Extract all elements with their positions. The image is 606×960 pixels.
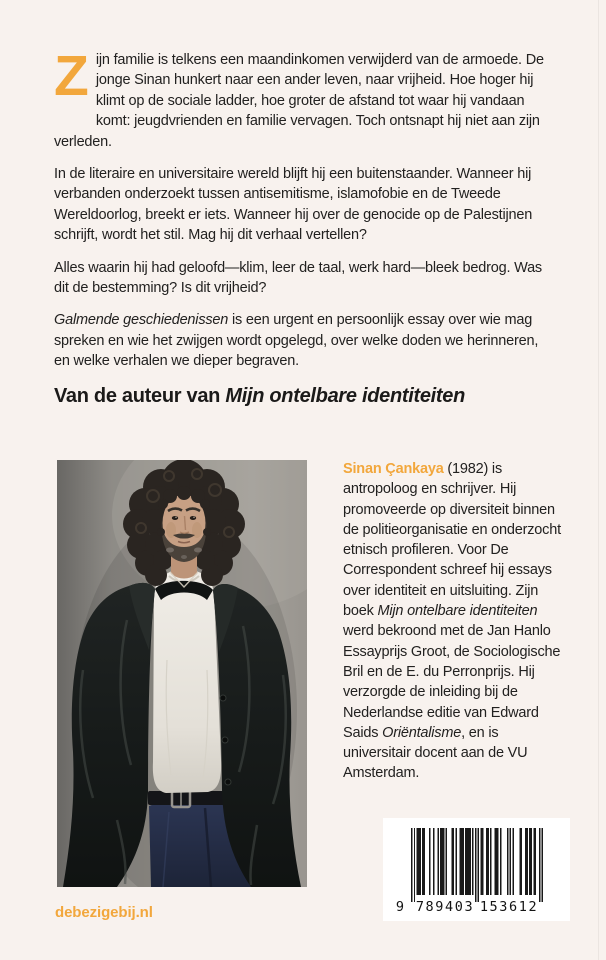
dropcap-letter: Z (54, 44, 89, 108)
isbn-digit-group-2: 153612 (479, 899, 539, 915)
paragraph-3: Alles waarin hij had geloofd—klim, leer de taal, werk hard—bleek bedrog. Was dit de bestemming? Is dit vrijheid? (54, 259, 542, 297)
photo-tshirt (153, 570, 221, 793)
isbn-barcode (383, 818, 570, 921)
author-portrait-photo (57, 460, 307, 887)
isbn-barcode-svg (383, 818, 570, 921)
author-tagline (54, 384, 546, 408)
paragraph-2: In de literaire en universitaire wereld blijft hij een buitenstaander. Wanneer hij verbanden onderzoekt tussen antisemitisme, islamofobie en de Tweede Wereldoorlog, breekt er iets. Wanneer hij over de genocide op de Palestijnen schrijft, wordt het stil. Mag hij dit verhaal vertellen? (54, 166, 533, 244)
bio-text-2: werd bekroond met de Jan Hanlo Essayprijs Groot, de Sociologische Bril en de E. du Perronprijs. Hij verzorgde de inleiding bij de Nederlandse editie van Edward Saids (343, 623, 561, 741)
paragraph-4-text: is een urgent en persoonlijk essay over wie mag spreken en wie het zwijgen wordt opgelegd, over welke doden we herinneren, en welke verhalen we dieper begraven. (54, 312, 539, 370)
tagline-book-title: Mijn ontelbare identiteiten (225, 384, 466, 407)
bio-text-3: , en is universitair docent aan de VU Amsterdam. (343, 724, 528, 782)
photo-face (162, 495, 207, 563)
paragraph-4 (54, 310, 546, 371)
bio-text-1: (1982) is antropoloog en schrijver. Hij promoveerde op diversiteit binnen de politieorganisatie en onderzocht etnisch profileren. Voor De Correspondent schreef hij essays over identiteit en uitsluiting. Zijn boek (343, 461, 561, 620)
cover-edge-shadow (598, 0, 599, 960)
tagline-prefix: Van de auteur van (54, 384, 226, 407)
isbn-digit-prefix: 9 (395, 899, 405, 915)
author-bio (343, 459, 569, 784)
bio-book-title: Mijn ontelbare identiteiten (377, 603, 538, 620)
author-name: Sinan Çankaya (343, 461, 444, 477)
paragraph-1 (54, 44, 546, 152)
synopsis (54, 44, 546, 408)
publisher-website-link: debezigebij.nl (55, 904, 153, 921)
isbn-number (396, 899, 538, 915)
book-title-galmende: Galmende geschiedenissen (54, 312, 229, 329)
paragraph-1-text: ijn familie is telkens een maandinkomen verwijderd van de armoede. De jonge Sinan hunkert naar een ander leven, naar vrijheid. Hoe hoger hij klimt op de sociale ladder, hoe groter de afstand tot waar hij vandaan komt: jeugdvrienden en familie vervagen. Toch ontsnapt hij niet aan zijn verleden. (54, 52, 544, 150)
isbn-digit-group-1: 789403 (415, 899, 475, 915)
bio-orientalisme-title: Oriëntalisme (382, 724, 462, 741)
